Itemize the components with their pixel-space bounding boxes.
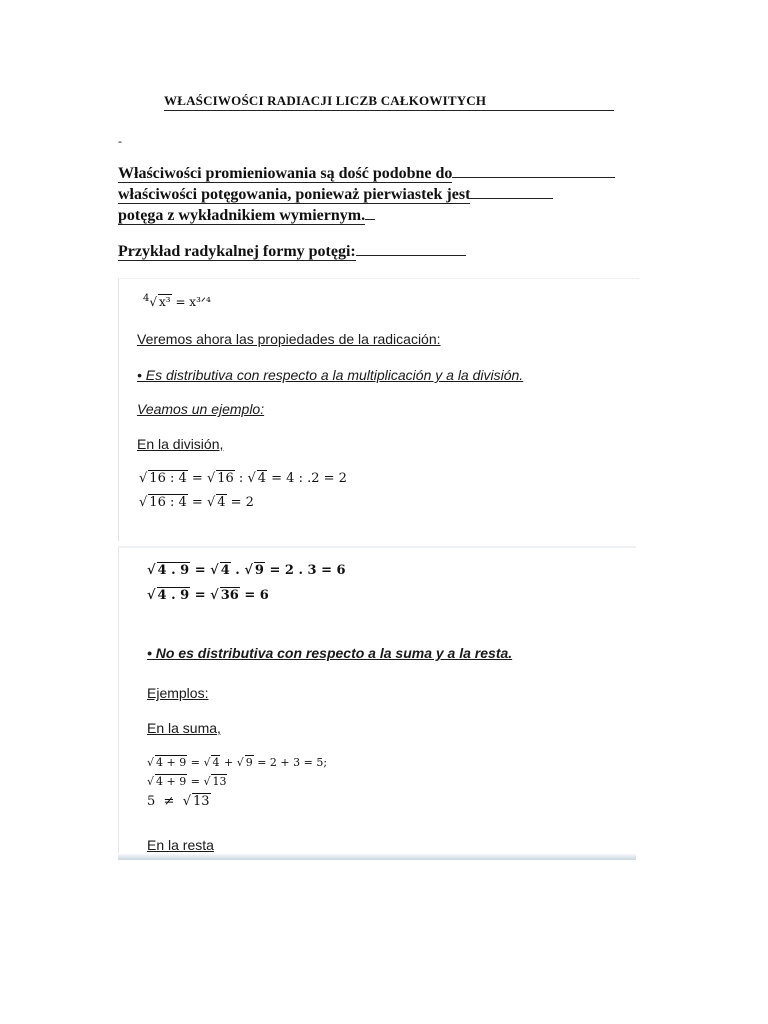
example-heading: Przykład radykalnej formy potęgi: [118, 241, 466, 262]
non-distributive-bullet: • No es distributiva con respecto a la suma y a la resta. [147, 645, 513, 661]
panel-2-bottom-shadow [118, 853, 636, 860]
example-intro: Veamos un ejemplo: [137, 401, 265, 417]
multiplication-equation-2: √ 4 . 9 = √ 36 = 6 [147, 588, 269, 603]
division-equation-1: √ 16 : 4 = √ 16 : √ 4 = 4 : .2 = 2 [139, 471, 347, 486]
intro-paragraph [118, 163, 615, 226]
stray-dash: - [118, 134, 122, 148]
intro-line-1: Właściwości promieniowania są dość podobne do [118, 163, 615, 184]
multiplication-equation-1: √ 4 . 9 = √ 4 . √ 9 = 2 . 3 = 6 [147, 563, 346, 578]
distributive-bullet: • Es distributiva con respecto a la multiplicación y a la división. [137, 367, 524, 383]
sum-equation-2: √ 4 + 9 = √ 13 [147, 775, 227, 788]
sum-inequality: 5 ≠ √ 13 [147, 794, 210, 809]
screenshot-panel-1 [118, 278, 639, 541]
properties-heading: Veremos ahora las propiedades de la radicación: [137, 331, 441, 347]
intro-line-3: potęga z wykładnikiem wymiernym. [118, 205, 615, 226]
intro-line-2: właściwości potęgowania, ponieważ pierwiastek jest [118, 184, 615, 205]
division-label: En la división, [137, 436, 224, 452]
sum-equation-1: √ 4 + 9 = √ 4 + √ 9 = 2 + 3 = 5; [147, 756, 328, 769]
document-title: WŁAŚCIWOŚCI RADIACJI LICZB CAŁKOWITYCH [164, 93, 614, 111]
subtraction-label: En la resta [147, 837, 214, 853]
sum-label: En la suma, [147, 720, 221, 736]
radical-formula: $^4$√ x³ = x³ᐟ⁴ [143, 293, 211, 309]
examples-label: Ejemplos: [147, 685, 209, 701]
screenshot-panel-2 [118, 548, 637, 858]
division-equation-2: √ 16 : 4 = √ 4 = 2 [139, 495, 254, 510]
